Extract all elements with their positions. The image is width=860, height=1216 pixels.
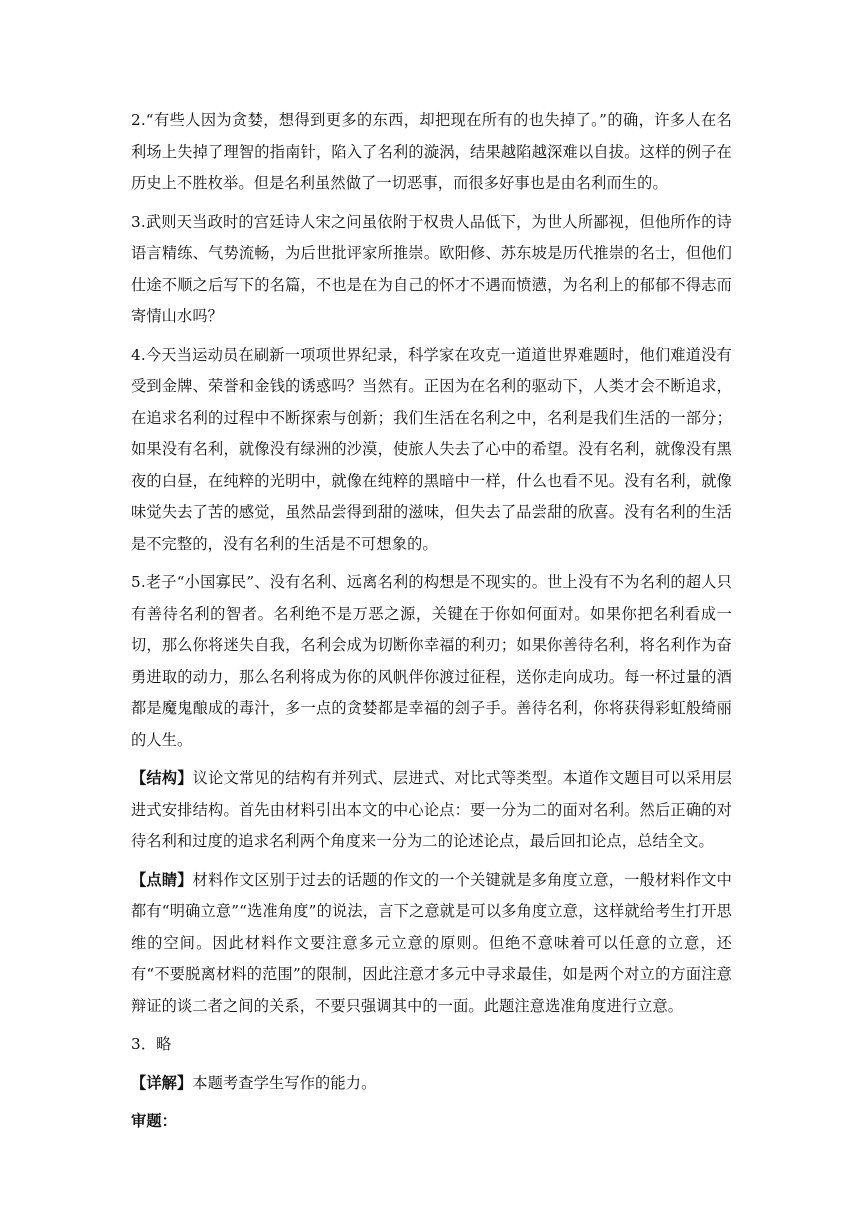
review-heading: 审题： (131, 1112, 178, 1130)
structure-label: 【结构】 (131, 769, 193, 787)
detail-label: 【详解】 (131, 1073, 193, 1092)
paragraph-2: 2.“有些人因为贪婪，想得到更多的东西，却把现在所有的也失掉了。”的确，许多人在名利场上失掉了理智的指南针，陷入了名利的漩涡，结果越陷越深难以自拔。这样的例子在历史上不胜枚举。但是名利虽然做了一切恶事，而很多好事也是由名利而生的。 (131, 111, 732, 192)
highlight-label: 【点睛】 (131, 870, 193, 889)
detail-section (131, 1068, 732, 1100)
paragraph-4: 4.今天当运动员在刷新一项项世界纪录，科学家在攻克一道道世界难题时，他们难道没有受到金牌、荣誉和金钱的诱惑吗？当然有。正因为在名利的驱动下，人类才会不断追求，在追求名利的过程中不断探索与创新；我们生活在名利之中，名利是我们生活的一部分；如果没有名利，就像没有绿洲的沙漠，使旅人失去了心中的希望。没有名利，就像没有黑夜的白昼，在纯粹的光明中，就像在纯粹的黑暗中一样，什么也看不见。没有名利，就像味觉失去了苦的感觉，虽然品尝得到甜的滋味，但失去了品尝甜的欣喜。没有名利的生活是不完整的，没有名利的生活是不可想象的。 (131, 345, 732, 553)
paragraph-3: 3.武则天当政时的宫廷诗人宋之问虽依附于权贵人品低下，为世人所鄙视，但他所作的诗语言精练、气势流畅，为后世批评家所推崇。欧阳修、苏东坡是历代推崇的名士，但他们仕途不顺之后写下的名篇，不也是在为自己的怀才不遇而愤懑，为名利上的郁郁不得志而寄情山水吗？ (131, 212, 732, 325)
highlight-text: 材料作文区别于过去的话题的作文的一个关键就是多角度立意，一般材料作文中都有“明确立意”“选准角度”的说法，言下之意就是可以多角度立意，这样就给考生打开思维的空间。因此材料作文要注意多元立意的原则。但绝不意味着可以任意的立意，还有“不要脱离材料的范围”的限制，因此注意才多元中寻求最佳，如是两个对立的方面注意辩证的谈二者之间的关系，不要只强调其中的一面。此题注意选准角度进行立意。 (131, 870, 732, 1015)
paragraph-5: 5.老子“小国寡民”、没有名利、远离名利的构想是不现实的。世上没有不为名利的超人只有善待名利的智者。名利绝不是万恶之源，关键在于你如何面对。如果你把名利看成一切，那么你将迷失自我，名利会成为切断你幸福的利刃；如果你善待名利，将名利作为奋勇进取的动力，那么名利将成为你的风帆伴你渡过征程，送你走向成功。每一杯过量的酒都是魔鬼酿成的毒汁，多一点的贪婪都是幸福的刽子手。善待名利，你将获得彩虹般绮丽的人生。 (131, 573, 732, 749)
structure-text: 议论文常见的结构有并列式、层进式、对比式等类型。本道作文题目可以采用层进式安排结构。首先由材料引出本文的中心论点：要一分为二的面对名利。然后正确的对待名利和过度的追求名利两个角度来一分为二的论述论点，最后回扣论点，总结全文。 (131, 769, 732, 850)
highlight-section (131, 865, 732, 1023)
detail-text: 本题考查学生写作的能力。 (192, 1073, 377, 1092)
item-3: 3．略 (131, 1035, 172, 1053)
structure-section (131, 763, 732, 858)
